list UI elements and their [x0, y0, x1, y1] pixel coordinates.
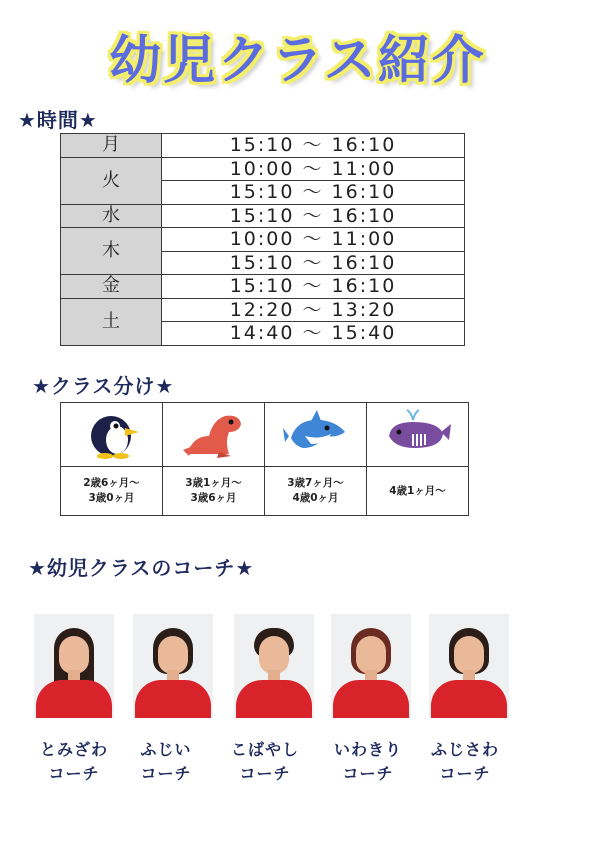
- day-cell: 水: [61, 204, 162, 228]
- coach-photo: [331, 614, 411, 718]
- coaches-heading: ★幼児クラスのコーチ★: [28, 556, 255, 580]
- time-cell: 15:10 〜 16:10: [162, 204, 465, 228]
- coach-name: [111, 738, 221, 786]
- penguin-icon: [77, 406, 147, 460]
- coach-photo: [429, 614, 509, 718]
- coach-role-line: コーチ: [48, 764, 100, 783]
- time-cell: 15:10 〜 16:10: [162, 251, 465, 275]
- coach-portrait: [429, 614, 509, 718]
- class-icon-cell: [163, 403, 265, 467]
- coach-photo: [234, 614, 314, 718]
- age-range-cell: [163, 467, 265, 516]
- day-cell: 火: [61, 157, 162, 204]
- age-range-cell: [61, 467, 163, 516]
- coach-photo: [34, 614, 114, 718]
- class-icon-cell: [61, 403, 163, 467]
- time-cell: 10:00 〜 11:00: [162, 157, 465, 181]
- coach-name: [313, 738, 423, 786]
- age-range-start: 3歳7ヶ月〜: [287, 477, 344, 489]
- coach-portrait: [331, 614, 411, 718]
- class-icon-cell: [265, 403, 367, 467]
- coach-portrait: [133, 614, 213, 718]
- schedule-row: [61, 228, 465, 252]
- coach-name-line: こばやし: [230, 740, 299, 759]
- schedule-row: [61, 275, 465, 299]
- time-cell: 15:10 〜 16:10: [162, 181, 465, 205]
- class-groups-table: [60, 402, 469, 516]
- coach-portrait: [34, 614, 114, 718]
- time-cell: 12:20 〜 13:20: [162, 298, 465, 322]
- age-range-start: 2歳6ヶ月〜: [83, 477, 140, 489]
- schedule-table: [60, 133, 465, 346]
- age-range-cell: [367, 467, 469, 516]
- time-cell: 15:10 〜 16:10: [162, 275, 465, 299]
- coach-name: [210, 738, 320, 786]
- classes-heading: ★クラス分け★: [32, 374, 175, 398]
- coach-name-line: ふじさわ: [430, 740, 499, 759]
- class-ages-row: [61, 467, 469, 516]
- time-cell: 15:10 〜 16:10: [162, 134, 465, 158]
- day-cell: 木: [61, 228, 162, 275]
- dolphin-icon: [281, 406, 351, 460]
- day-cell: 金: [61, 275, 162, 299]
- age-range-cell: [265, 467, 367, 516]
- coach-role-line: コーチ: [439, 764, 491, 783]
- day-cell: 月: [61, 134, 162, 158]
- age-range-start: 4歳1ヶ月〜: [389, 484, 446, 497]
- coach-name-line: いわきり: [333, 740, 402, 759]
- age-range-end: 3歳0ヶ月: [88, 492, 135, 504]
- coach-name-line: とみざわ: [39, 740, 108, 759]
- time-cell: 10:00 〜 11:00: [162, 228, 465, 252]
- coach-name: [410, 738, 520, 786]
- class-icon-cell: [367, 403, 469, 467]
- class-icons-row: [61, 403, 469, 467]
- coach-role-line: コーチ: [140, 764, 192, 783]
- schedule-row: [61, 134, 465, 158]
- schedule-row: [61, 204, 465, 228]
- age-range-end: 4歳0ヶ月: [292, 492, 339, 504]
- page-title: 幼児クラス紹介: [109, 31, 486, 91]
- time-cell: 14:40 〜 15:40: [162, 322, 465, 346]
- coach-role-line: コーチ: [342, 764, 394, 783]
- coach-role-line: コーチ: [239, 764, 291, 783]
- coach-portrait: [234, 614, 314, 718]
- coach-name-line: ふじい: [140, 740, 192, 759]
- age-range-end: 3歳6ヶ月: [190, 492, 237, 504]
- whale-icon: [383, 406, 453, 460]
- schedule-heading: ★時間★: [18, 108, 98, 132]
- sea-lion-icon: [179, 406, 249, 460]
- age-range-start: 3歳1ヶ月〜: [185, 477, 242, 489]
- schedule-row: [61, 157, 465, 181]
- schedule-row: [61, 298, 465, 322]
- day-cell: 土: [61, 298, 162, 345]
- coach-photo: [133, 614, 213, 718]
